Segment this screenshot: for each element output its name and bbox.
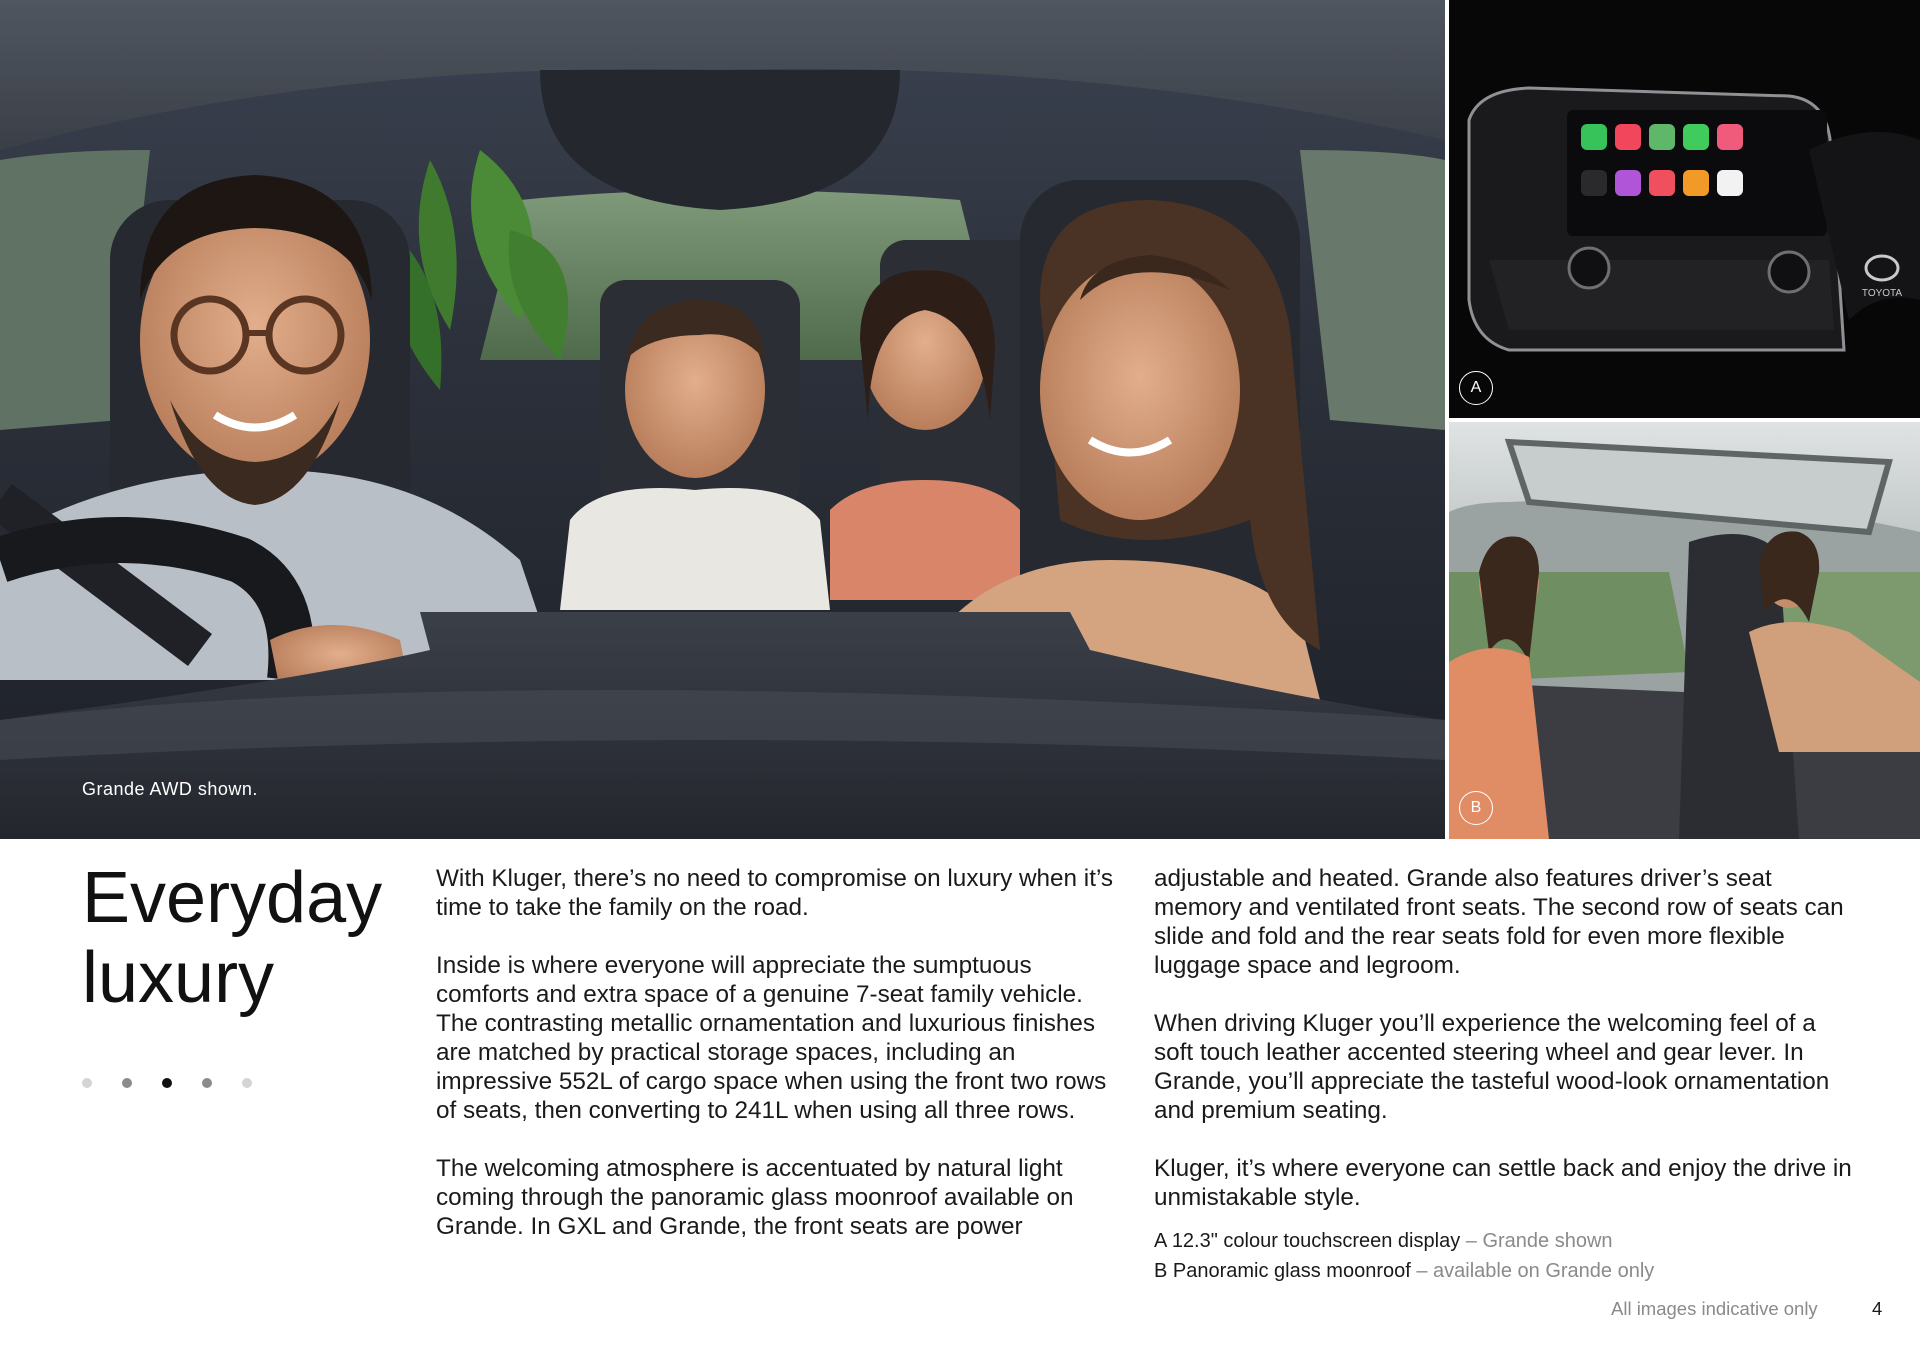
pagination-dot[interactable]: [82, 1078, 92, 1088]
legend-text: 12.3" colour touchscreen display: [1171, 1230, 1461, 1252]
body-column-1: [436, 864, 1126, 1270]
pagination-dot-active[interactable]: [162, 1078, 172, 1088]
paragraph: Inside is where everyone will appreciate the sumptuous comforts and extra space of a genuine 7-seat family vehicle. The contrasting metallic ornamentation and luxurious finishes are matched by practical storage spaces, including an impressive 552L of cargo space when using the front two rows of seats, then converting to 241L when using all three rows.: [436, 952, 1107, 1124]
hero-caption: Grande AWD shown.: [82, 779, 258, 799]
legend-item-b: [1154, 1256, 1654, 1286]
page-heading: [82, 858, 402, 1018]
paragraph: The welcoming atmosphere is accentuated by natural light coming through the panoramic glass moonroof available on Grande. In GXL and Grande, the front seats are power: [436, 1155, 1074, 1240]
legend-key: A: [1154, 1230, 1167, 1252]
disclaimer-note: All images indicative only: [1611, 1298, 1818, 1319]
paragraph: When driving Kluger you’ll experience the welcoming feel of a soft touch leather accented steering wheel and gear lever. In Grande, you’ll appreciate the tasteful wood-look ornamentation and premium seating.: [1154, 1010, 1830, 1124]
paragraph: adjustable and heated. Grande also features driver’s seat memory and ventilated front seats. The second row of seats can slide and fold and the rear seats fold for even more flexible luggage space and legroom.: [1154, 865, 1844, 979]
legend-note: – available on Grande only: [1410, 1260, 1655, 1282]
page-number: 4: [1872, 1298, 1883, 1319]
paragraph: Kluger, it’s where everyone can settle back and enjoy the drive in unmistakable style.: [1154, 1155, 1852, 1211]
paragraph: With Kluger, there’s no need to compromise on luxury when it’s time to take the family on the road.: [436, 865, 1114, 921]
heading-line-2: luxury: [82, 938, 275, 1018]
pagination-dot[interactable]: [242, 1078, 252, 1088]
legend-item-a: [1154, 1226, 1654, 1256]
hero-photo: [0, 0, 1445, 839]
legend-note: – Grande shown: [1460, 1230, 1613, 1252]
touchscreen-illustration: [1449, 0, 1920, 418]
image-legend: [1154, 1226, 1654, 1286]
heading-line-1: Everyday: [82, 858, 383, 938]
moonroof-photo: [1449, 422, 1920, 839]
toyota-badge: TOYOTA: [1861, 288, 1903, 299]
pagination-dots: [82, 1078, 252, 1088]
pagination-dot[interactable]: [202, 1078, 212, 1088]
pagination-dot[interactable]: [122, 1078, 132, 1088]
hero-illustration: [0, 0, 1445, 839]
body-column-2: [1154, 864, 1854, 1241]
moonroof-illustration: [1449, 422, 1920, 839]
image-marker-b: B: [1459, 791, 1493, 825]
touchscreen-photo: [1449, 0, 1920, 418]
legend-text: Panoramic glass moonroof: [1172, 1260, 1411, 1282]
legend-key: B: [1154, 1260, 1168, 1282]
image-marker-a: A: [1459, 371, 1493, 405]
